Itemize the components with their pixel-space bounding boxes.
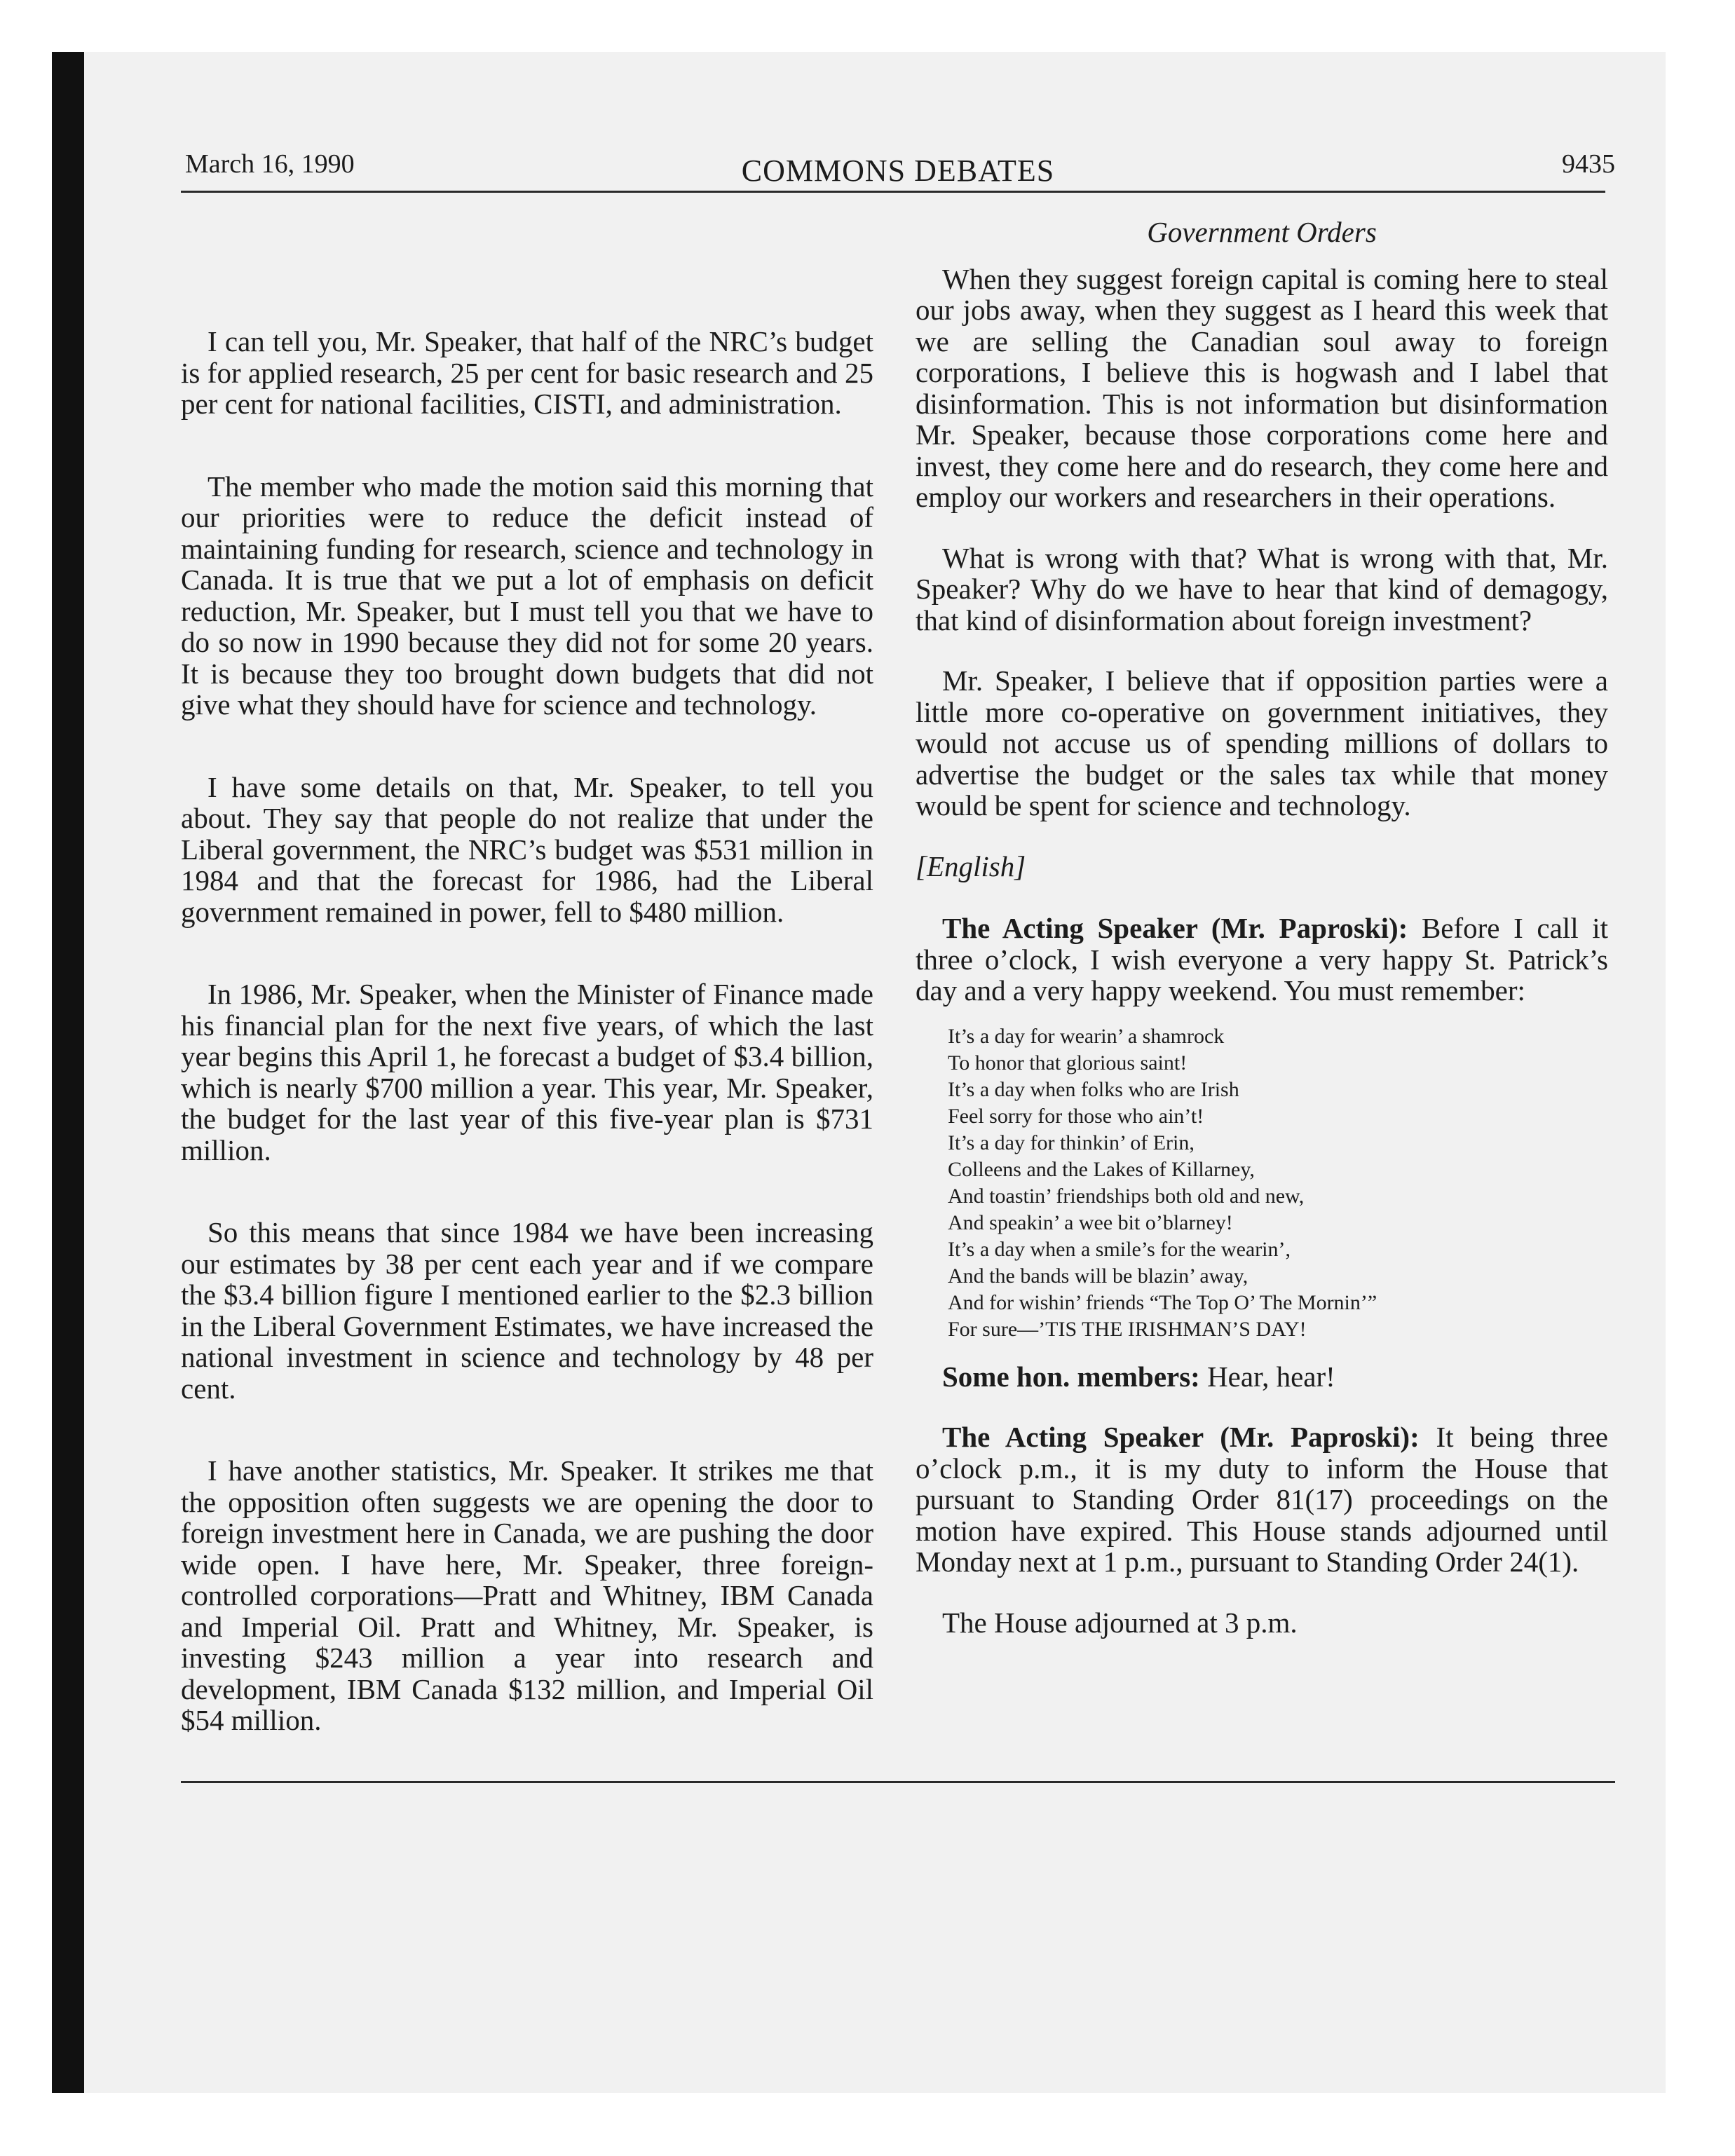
paragraph: Mr. Speaker, I believe that if opposition parties were a little more co-operative on government initiatives, they would not accuse us of spending millions of dollars to advertise the budget or the sales tax while that money would be spent for science and technology. [916, 664, 1608, 821]
poem-line: For sure—’TIS THE IRISHMAN’S DAY! [948, 1317, 1307, 1341]
poem-line: And the bands will be blazin’ away, [948, 1264, 1248, 1288]
speaker-name: The Acting Speaker (Mr. Paproski): [942, 1421, 1420, 1453]
header-title: COMMONS DEBATES [741, 153, 1055, 188]
speech-text: Before I call it three o’clock, I wish everyone a very happy St. Patrick’s day and a very happy weekend. You must remember: [916, 912, 1609, 1007]
section-heading: Government Orders [1147, 216, 1377, 248]
poem-line: Feel sorry for those who ain’t! [948, 1104, 1204, 1128]
scan-binding-edge [52, 52, 84, 2093]
poem-line: It’s a day for thinkin’ of Erin, [948, 1131, 1195, 1154]
poem-line: It’s a day for wearin’ a shamrock [948, 1024, 1225, 1048]
poem-line: Colleens and the Lakes of Killarney, [948, 1157, 1255, 1181]
document-page [181, 140, 1615, 1756]
paragraph: I have some details on that, Mr. Speaker, to tell you about. They say that people do not realize that under the Liberal government, the NRC’s budget was $531 million in 1984 and that the forecast for 1986, had the Liberal government remained in power, fell to $480 million. [181, 770, 873, 928]
speech-paragraph [916, 913, 1608, 1007]
footer-rule [181, 1781, 1615, 1783]
speaker-name: The Acting Speaker (Mr. Paproski): [942, 912, 1408, 944]
closing-line: The House adjourned at 3 p.m. [942, 1606, 1298, 1639]
paragraph: I have another statistics, Mr. Speaker. It strikes me that the opposition often suggests we are opening the door to foreign investment here in Canada, we are pushing the door wide open. I have here, Mr. Speaker, three foreign-controlled corporations—Pratt and Whitney, IBM Canada and Imperial Oil. Pratt and Whitney, Mr. Speaker, is investing $243 million a year into research and development, IBM Canada $132 million, and Imperial Oil $54 million. [181, 1454, 873, 1736]
paragraph: When they suggest foreign capital is coming here to steal our jobs away, when they suggest as I heard this week that we are selling the Canadian soul away to foreign corporations, I believe this is hogwash and I label that disinformation. This is not information but disinformation Mr. Speaker, because those corporations come here and invest, they come here and do research, they come here and employ our workers and researchers in their operations. [916, 262, 1608, 513]
poem-line: And for wishin’ friends “The Top O’ The Mornin’” [948, 1290, 1377, 1314]
text-columns [181, 193, 1615, 1756]
poem-line: It’s a day when a smile’s for the wearin’, [948, 1237, 1291, 1261]
left-column [181, 326, 873, 1787]
speech-text: Hear, hear! [1207, 1360, 1335, 1393]
paragraph: I can tell you, Mr. Speaker, that half of the NRC’s budget is for applied research, 25 per cent for basic research and 25 per cent for national facilities, CISTI, and administration. [181, 325, 873, 420]
paragraph: What is wrong with that? What is wrong with that, Mr. Speaker? Why do we have to hear that kind of demagogy, that kind of disinformation about foreign investment? [916, 541, 1608, 636]
paragraph: So this means that since 1984 we have been increasing our estimates by 38 per cent each year and if we compare the $3.4 billion figure I mentioned earlier to the $2.3 billion in the Liberal Government Estimates, we have increased the national investment in science and technology by 48 per cent. [181, 1216, 873, 1405]
poem-block [948, 1023, 1608, 1343]
header-page-number: 9435 [1562, 149, 1615, 179]
page-header [181, 140, 1615, 191]
poem-line: To honor that glorious saint! [948, 1051, 1188, 1074]
paragraph: In 1986, Mr. Speaker, when the Minister of Finance made his financial plan for the next five years, of which the last year begins this April 1, he forecast a budget of $3.4 billion, which is nearly $700 million a year. This year, Mr. Speaker, the budget for the last year of this five-year plan is $731 million. [181, 978, 873, 1166]
right-column [916, 193, 1608, 1667]
header-date: March 16, 1990 [185, 149, 355, 179]
poem-line: And toastin’ friendships both old and new, [948, 1184, 1305, 1208]
language-note: [English] [916, 850, 1026, 882]
paragraph: The member who made the motion said this morning that our priorities were to reduce the deficit instead of maintaining funding for research, science and technology in Canada. It is true that we put a lot of emphasis on deficit reduction, Mr. Speaker, but I must tell you that we have to do so now in 1990 because they did not for some 20 years. It is because they too brought down budgets that did not give what they should have for science and technology. [181, 470, 873, 721]
poem-line: It’s a day when folks who are Irish [948, 1077, 1239, 1101]
speech-paragraph [916, 1361, 1608, 1393]
poem-line: And speakin’ a wee bit o’blarney! [948, 1210, 1233, 1234]
speech-text: It being three o’clock p.m., it is my duty to inform the House that pursuant to Standing Order 81(17) proceedings on the motion have expired. This House stands adjourned until Monday next at 1 p.m., pursuant to Standing Order 24(1). [916, 1421, 1609, 1578]
speech-paragraph [916, 1421, 1608, 1578]
speaker-name: Some hon. members: [942, 1360, 1200, 1393]
